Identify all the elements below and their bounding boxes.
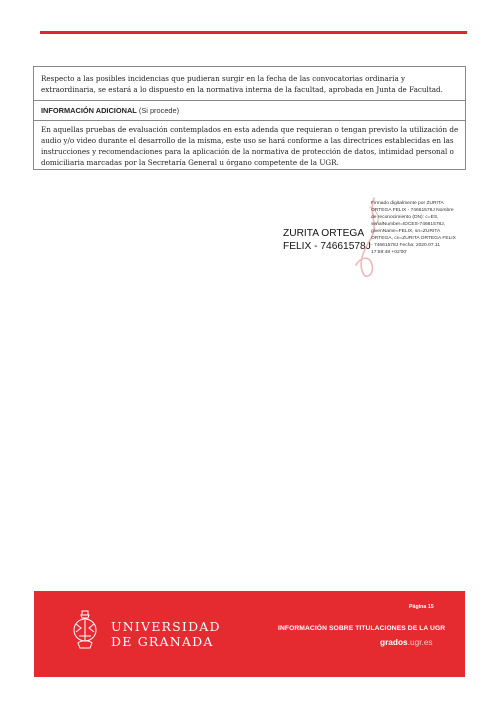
- signer-name-line1: ZURITA ORTEGA: [283, 228, 365, 239]
- university-name-line1: UNIVERSIDAD: [111, 619, 221, 634]
- signature-details: Firmado digitalmente por ZURITA ORTEGA FELIX - 74661578J Nombre de reconocimiento (DN): c=ES, serialNumber=IDCES-74661578J, givenName=FELIX, sn=ZURITA ORTEGA, cn=ZURITA ORTEGA FELIX - 74661578J Fecha: 2020.07.11 17:59:48 +02'00': [371, 201, 456, 255]
- header-red-rule: [40, 31, 467, 34]
- signer-name-line2: FELIX - 74661578J: [283, 241, 371, 252]
- info-text-box: [33, 120, 466, 170]
- incidencias-text: Respecto a las posibles incidencias que pudieran surgir en la fecha de las convocatorias ordinaria y extraordinaria, se estará a lo dispuesto en la normativa interna de la facultad, aprobada en Junta de Facultad.: [41, 74, 443, 94]
- university-crest-icon: [70, 610, 100, 650]
- site-domain: .ugr.es: [407, 637, 433, 647]
- site-prefix: grados: [380, 637, 408, 647]
- info-heading-title: INFORMACIÓN ADICIONAL: [41, 106, 137, 115]
- info-heading: [41, 105, 459, 116]
- footer-site-link[interactable]: [380, 637, 433, 647]
- university-name-line2: DE GRANADA: [111, 634, 214, 649]
- incidencias-box: [33, 66, 466, 100]
- page-number: Página 15: [409, 604, 434, 610]
- info-heading-note: (Si procede): [138, 106, 180, 115]
- footer-banner: [34, 591, 465, 677]
- footer-info-title: INFORMACIÓN SOBRE TITULACIONES DE LA UGR: [278, 625, 446, 632]
- info-text: En aquellas pruebas de evaluación contemplados en esta adenda que requieran o tengan previsto la utilización de audio y/o video durante el desarrollo de la misma, este uso se hará conforme a las directrices establecidas en las instrucciones y recomendaciones para la aplicación de la normativa de protección de datos, intimidad personal o domiciliaria marcadas por la Secretaría General u órgano competente de la UGR.: [41, 125, 459, 167]
- info-heading-box: [33, 100, 466, 120]
